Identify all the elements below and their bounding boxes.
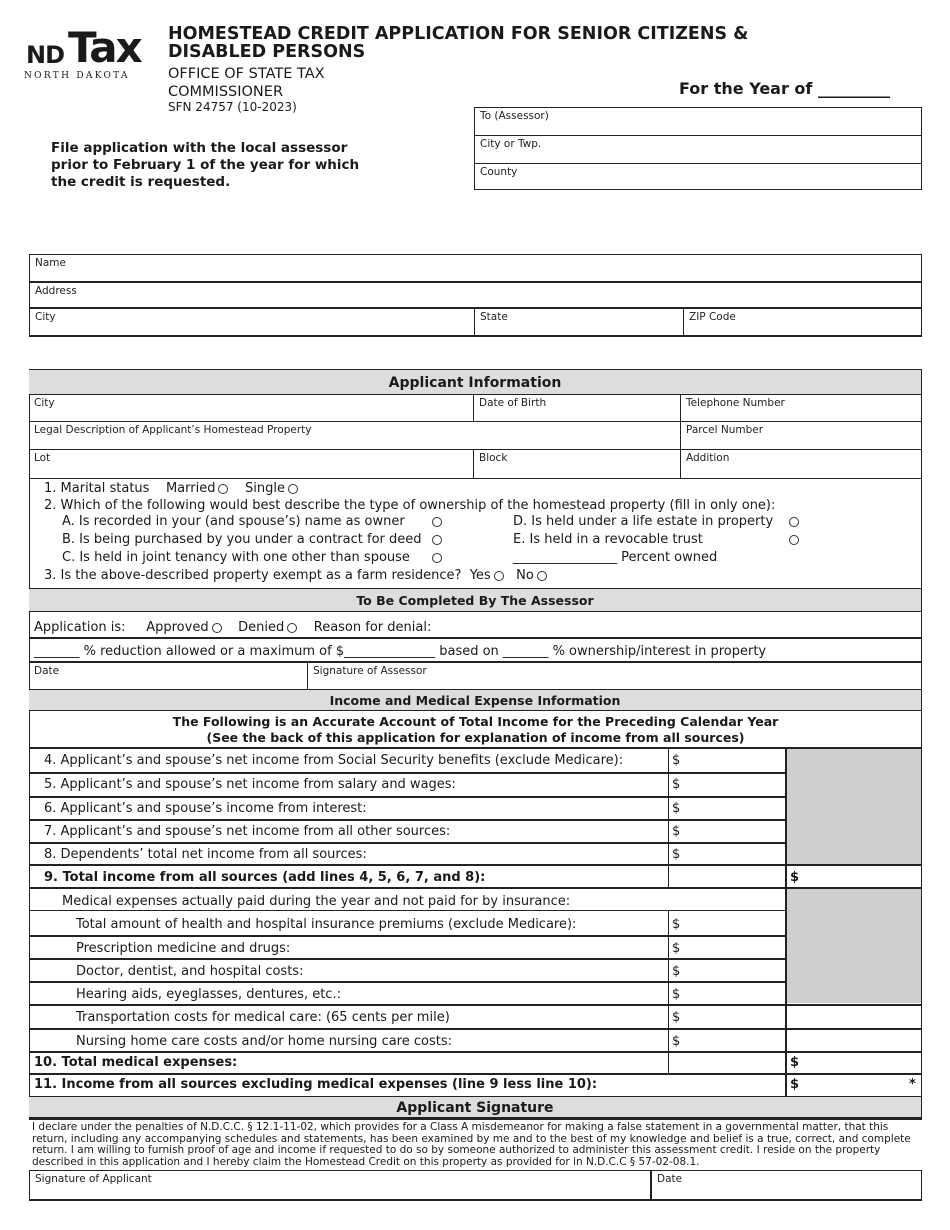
q2e-radio[interactable]: [789, 535, 799, 545]
legal-description-field[interactable]: Legal Description of Applicant’s Homestead Property: [34, 424, 312, 436]
divider: [668, 1053, 669, 1073]
asterisk-mark: *: [909, 1077, 916, 1092]
q3-yes-label: Yes: [469, 568, 491, 583]
income-line-label: 6. Applicant’s and spouse’s income from interest:: [44, 801, 367, 816]
divider: [785, 888, 787, 1051]
married-radio[interactable]: [218, 484, 228, 494]
medical-line-label: Nursing home care costs and/or home nursing care costs:: [76, 1034, 452, 1049]
income-section-heading: Income and Medical Expense Information: [29, 689, 921, 711]
divider: [29, 887, 922, 889]
block-field[interactable]: Block: [479, 452, 508, 464]
applicant-signature-box: [29, 1170, 922, 1201]
medical-amount-field[interactable]: $: [672, 964, 681, 979]
date-of-birth-field[interactable]: Date of Birth: [479, 397, 547, 409]
assessor-address-box: [474, 107, 922, 190]
q2c-label: C. Is held in joint tenancy with one other than spouse: [62, 550, 410, 565]
reason-for-denial-label: Reason for denial:: [313, 620, 432, 635]
address-field[interactable]: Address: [35, 285, 77, 297]
medical-line-label: Doctor, dentist, and hospital costs:: [76, 964, 304, 979]
divider: [29, 1073, 922, 1075]
line-10-total-field[interactable]: $: [790, 1055, 800, 1070]
addition-field[interactable]: Addition: [686, 452, 730, 464]
q2e-label: E. Is held in a revocable trust: [513, 532, 703, 547]
percent-owned-field[interactable]: ________________ Percent owned: [513, 550, 718, 565]
applicant-info-heading: Applicant Information: [29, 369, 921, 395]
divider: [668, 865, 669, 887]
medical-line-label: Total amount of health and hospital insurance premiums (exclude Medicare):: [76, 917, 577, 932]
parcel-number-field[interactable]: Parcel Number: [686, 424, 764, 436]
county-field[interactable]: County: [480, 166, 518, 178]
assessor-date-field[interactable]: Date: [34, 665, 60, 677]
applicant-date-field[interactable]: Date: [657, 1173, 683, 1185]
income-line-label: 5. Applicant’s and spouse’s net income from salary and wages:: [44, 777, 456, 792]
q1-marital-status: [44, 481, 298, 496]
divider: [473, 450, 474, 478]
medical-amount-field[interactable]: $: [672, 941, 681, 956]
q2a-label: A. Is recorded in your (and spouse’s) name as owner: [62, 514, 405, 529]
divider: [785, 865, 787, 887]
income-subheading-2: (See the back of this application for explanation of income from all sources): [206, 730, 745, 745]
office-name: OFFICE OF STATE TAX COMMISSIONER: [168, 66, 325, 100]
divider: [29, 1004, 922, 1006]
divider: [785, 749, 787, 864]
q2d-radio[interactable]: [789, 517, 799, 527]
line-11-label: 11. Income from all sources excluding medical expenses (line 9 less line 10):: [34, 1077, 598, 1092]
tax-year-field[interactable]: For the Year of _________: [679, 79, 890, 98]
divider: [668, 749, 669, 864]
form-title: HOMESTEAD CREDIT APPLICATION FOR SENIOR CITIZENS & DISABLED PERSONS: [168, 24, 749, 62]
q3-farm-residence: [44, 568, 547, 583]
logo-tax: Tax: [68, 23, 141, 72]
to-assessor-field[interactable]: To (Assessor): [480, 110, 549, 122]
divider: [29, 772, 786, 774]
approved-label: Approved: [146, 620, 209, 635]
q2d-label: D. Is held under a life estate in property: [513, 514, 774, 529]
city-twp-field[interactable]: City or Twp.: [480, 138, 542, 150]
logo-nd: ND: [26, 41, 65, 69]
divider: [29, 637, 922, 639]
medical-line-label: Transportation costs for medical care: (65 cents per mile): [76, 1010, 450, 1025]
zip-field[interactable]: ZIP Code: [689, 311, 736, 323]
married-label: Married: [165, 481, 216, 496]
shaded-cell: [786, 749, 921, 864]
income-line-label: 7. Applicant’s and spouse’s net income from all other sources:: [44, 824, 451, 839]
divider: [29, 910, 786, 911]
divider: [29, 478, 922, 479]
assessor-section-heading: To Be Completed By The Assessor: [29, 588, 921, 612]
medical-amount-field[interactable]: $: [672, 917, 681, 932]
denied-label: Denied: [238, 620, 285, 635]
divider: [668, 911, 669, 1051]
declaration-text: I declare under the penalties of N.D.C.C. § 12.1-11-02, which provides for a Class A misdemeanor for making a false statement in a governmental matter, that this return, including any accompanying schedules and statements, has been examined by me and to the best of my knowledge and belief is a true, correct, and complete return. I am willing to furnish proof of age and income if requested to do so by someone authorized to administer this assessment credit. I reside on the property described in this application and I hereby claim the Homestead Credit on this property as provided for in N.D.C.C § 57-02-08.1.: [32, 1121, 911, 1168]
q2b-radio[interactable]: [432, 535, 442, 545]
q3-no-label: No: [516, 568, 534, 583]
q1-label: 1. Marital status: [44, 481, 150, 496]
income-subheading: [29, 714, 922, 746]
income-amount-field[interactable]: $: [672, 777, 681, 792]
form-number: SFN 24757 (10-2023): [168, 100, 297, 114]
divider: [29, 981, 786, 983]
lot-field[interactable]: Lot: [34, 452, 51, 464]
divider: [29, 819, 786, 821]
medical-amount-field[interactable]: $: [672, 987, 681, 1002]
divider: [29, 958, 786, 960]
income-amount-field[interactable]: $: [672, 753, 681, 768]
denied-radio[interactable]: [287, 623, 297, 633]
q3-label: 3. Is the above-described property exempt as a farm residence?: [44, 568, 462, 583]
income-amount-field[interactable]: $: [672, 801, 681, 816]
filing-instructions: File application with the local assessor prior to February 1 of the year for which the credit is requested.: [51, 140, 360, 190]
line-10-label: 10. Total medical expenses:: [34, 1055, 238, 1070]
nd-tax-logo: [24, 23, 142, 85]
line-11-total-field[interactable]: $: [790, 1077, 800, 1092]
logo-state: NORTH DAKOTA: [24, 71, 130, 81]
line-9-label: 9. Total income from all sources (add lines 4, 5, 6, 7, and 8):: [44, 870, 486, 885]
reduction-allowed-field[interactable]: _______ % reduction allowed or a maximum of $______________ based on _______ % ownership/interest in property: [34, 644, 767, 659]
medical-amount-field[interactable]: $: [672, 1010, 681, 1025]
state-field[interactable]: State: [480, 311, 508, 323]
income-amount-field[interactable]: $: [672, 824, 681, 839]
applicant-signature-field[interactable]: Signature of Applicant: [35, 1173, 152, 1185]
divider: [29, 1051, 922, 1053]
income-line-label: 8. Dependents’ total net income from all sources:: [44, 847, 367, 862]
q2c-radio[interactable]: [432, 553, 442, 563]
city-field[interactable]: City: [35, 311, 56, 323]
assessor-signature-field[interactable]: Signature of Assessor: [313, 665, 427, 677]
applicant-city-field[interactable]: City: [34, 397, 55, 409]
q2a-radio[interactable]: [432, 517, 442, 527]
medical-line-label: Hearing aids, eyeglasses, dentures, etc.:: [76, 987, 341, 1002]
divider: [29, 1028, 922, 1030]
name-field[interactable]: Name: [35, 257, 66, 269]
q2b-label: B. Is being purchased by you under a contract for deed: [62, 532, 422, 547]
medical-amount-field[interactable]: $: [672, 1034, 681, 1049]
q2-ownership-type: 2. Which of the following would best describe the type of ownership of the homestead property (fill in only one):: [44, 498, 776, 513]
income-subheading-1: The Following is an Accurate Account of Total Income for the Preceding Calendar Year: [172, 714, 779, 729]
telephone-field[interactable]: Telephone Number: [686, 397, 785, 409]
divider: [29, 796, 786, 798]
line-9-total-field[interactable]: $: [790, 870, 800, 885]
single-radio[interactable]: [288, 484, 298, 494]
q3-no-radio[interactable]: [537, 571, 547, 581]
shaded-cell: [786, 889, 921, 1003]
income-amount-field[interactable]: $: [672, 847, 681, 862]
medical-line-label: Prescription medicine and drugs:: [76, 941, 291, 956]
single-label: Single: [245, 481, 285, 496]
divider: [29, 842, 786, 844]
q3-yes-radio[interactable]: [494, 571, 504, 581]
application-status-row: [34, 620, 431, 635]
approved-radio[interactable]: [212, 623, 222, 633]
income-line-label: 4. Applicant’s and spouse’s net income from Social Security benefits (exclude Medicare):: [44, 753, 624, 768]
divider: [473, 395, 474, 422]
signature-section-heading: Applicant Signature: [29, 1096, 921, 1119]
application-is-label: Application is:: [34, 620, 126, 635]
divider: [29, 864, 922, 866]
applicant-address-box: [29, 254, 922, 337]
medical-intro-label: Medical expenses actually paid during the year and not paid for by insurance:: [62, 894, 571, 909]
divider: [29, 935, 786, 937]
